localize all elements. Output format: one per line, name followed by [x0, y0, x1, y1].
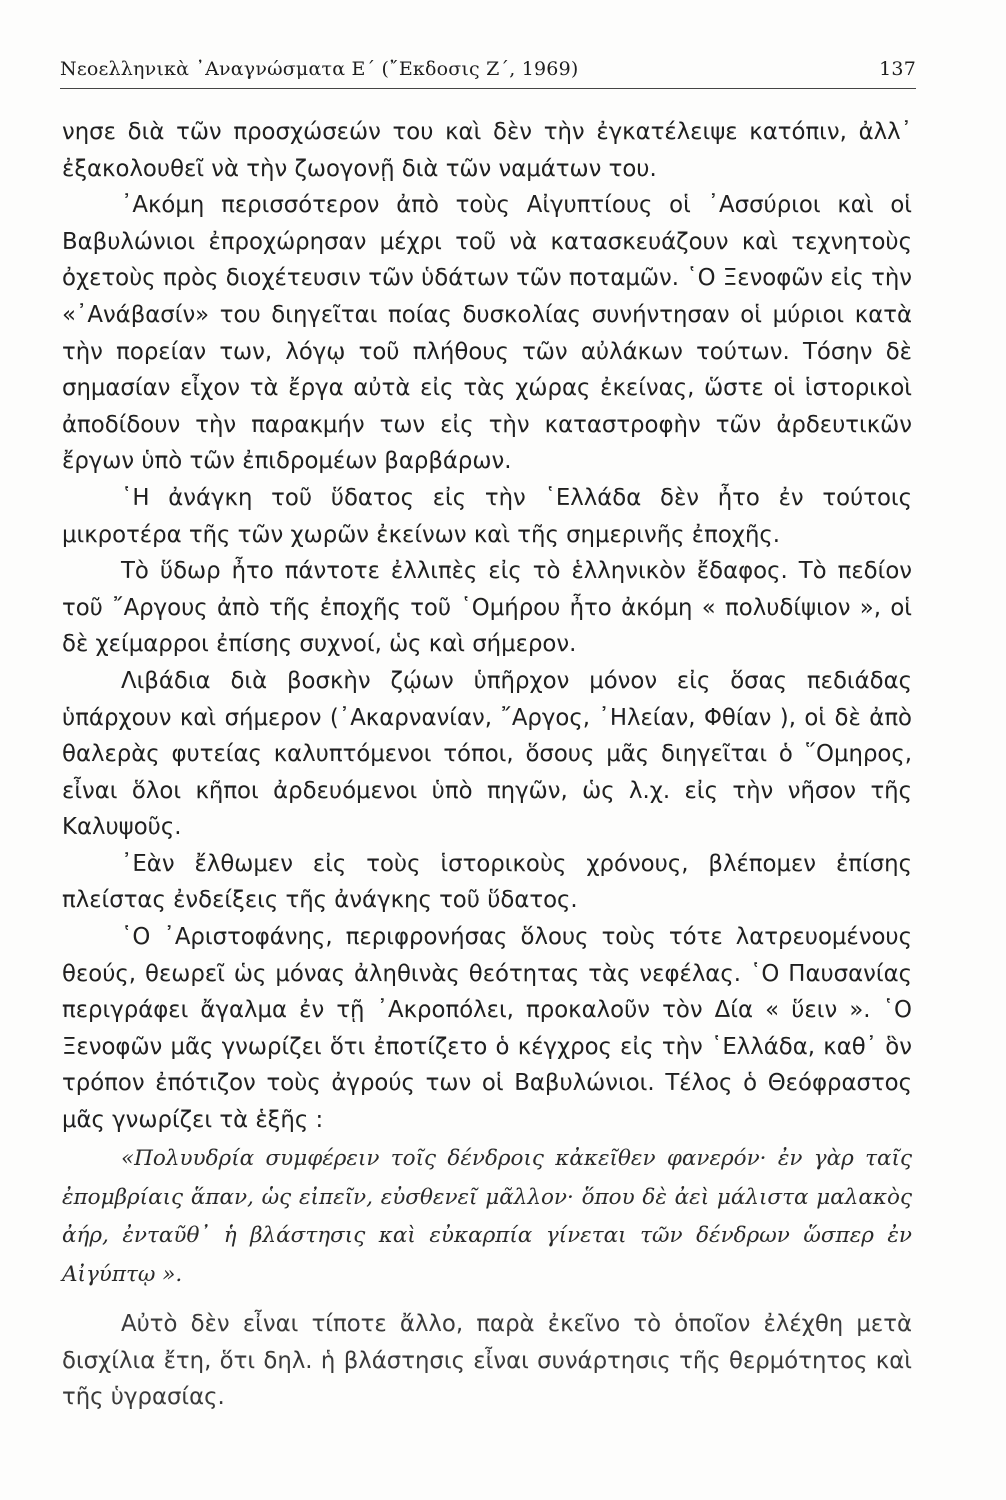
page-number: 137 — [879, 58, 916, 80]
paragraph: ᾿Ακόμη περισσότερον ἀπὸ τοὺς Αἰγυπτίους οἱ ᾿Ασσύριοι καὶ οἱ Βαβυλώνιοι ἐπροχώρησαν μέχρι τοῦ νὰ κατασκευάζουν καὶ τεχνητοὺς ὀχετοὺς πρὸς διοχέτευσιν τῶν ὑδάτων τῶν ποταμῶν. ῾Ο Ξενοφῶν εἰς τὴν «᾿Ανάβασίν» του διηγεῖται ποίας δυσκολίας συνήντησαν οἱ μύριοι κατὰ τὴν πορείαν των, λόγῳ τοῦ πλήθους τῶν αὐλάκων τούτων. Τόσην δὲ σημασίαν εἶχον τὰ ἔργα αὐτὰ εἰς τὰς χώρας ἐκείνας, ὥστε οἱ ἱστορικοὶ ἀποδίδουν τὴν παρακμήν των εἰς τὴν καταστροφὴν τῶν ἀρδευτικῶν ἔργων ὑπὸ τῶν ἐπιδρομέων βαρβάρων. — [62, 192, 912, 475]
closing-text: Αὐτὸ δὲν εἶναι τίποτε ἄλλο, παρὰ ἐκεῖνο τὸ ὁποῖον ἐλέχθη μετὰ δισχίλια ἔτη, ὅτι δηλ. ἡ βλάστησις εἶναι συνάρτησις τῆς θερμότητος καὶ τῆς ὑγρασίας. — [62, 1311, 912, 1411]
main-text — [62, 114, 912, 1139]
paragraph: Τὸ ὕδωρ ἦτο πάντοτε ἐλλιπὲς εἰς τὸ ἑλληνικὸν ἔδαφος. Τὸ πεδίον τοῦ ῎Αργους ἀπὸ τῆς ἐποχῆς τοῦ ῾Ομήρου ἦτο ἀκόμη « πολυδίψιον », οἱ δὲ χείμαρροι ἐπίσης συχνοί, ὡς καὶ σήμερον. — [62, 558, 912, 658]
theophrastus-quote — [62, 1140, 912, 1294]
quote-text: «Πολυυδρία συμφέρειν τοῖς δένδροις κἀκεῖθεν φανερόν· ἐν γὰρ ταῖς ἐπομβρίαις ἅπαν, ὡς εἰπεῖν, εὐσθενεῖ μᾶλλον· ὅπου δὲ ἀεὶ μάλιστα μαλακὸς ἀήρ, ἐνταῦθ᾿ ἡ βλάστησις καὶ εὐκαρπία γίνεται τῶν δένδρων ὥσπερ ἐν Αἰγύπτῳ ». — [62, 1146, 912, 1287]
paragraph: ῾Η ἀνάγκη τοῦ ὕδατος εἰς τὴν ῾Ελλάδα δὲν ἦτο ἐν τούτοις μικροτέρα τῆς τῶν χωρῶν ἐκείνων καὶ τῆς σημερινῆς ἐποχῆς. — [62, 484, 912, 548]
running-header — [60, 44, 916, 89]
closing-paragraph — [62, 1306, 912, 1416]
paragraph: ῾Ο ᾿Αριστοφάνης, περιφρονήσας ὅλους τοὺς τότε λατρευομένους θεούς, θεωρεῖ ὡς μόνας ἀληθινὰς θεότητας τὰς νεφέλας. ῾Ο Παυσανίας περιγράφει ἄγαλμα ἐν τῇ ᾿Ακροπόλει, προκαλοῦν τὸν Δία « ὕειν ». ῾Ο Ξενοφῶν μᾶς γνωρίζει ὅτι ἐποτίζετο ὁ κέγχρος εἰς τὴν ῾Ελλάδα, καθ᾿ ὃν τρόπον ἐπότιζον τοὺς ἀγρούς των οἱ Βαβυλώνιοι. Τέλος ὁ Θεόφραστος μᾶς γνωρίζει τὰ ἑξῆς : — [62, 924, 912, 1134]
paragraph-continued: νησε διὰ τῶν προσχώσεών του καὶ δὲν τὴν ἐγκατέλειψε κατόπιν, ἀλλ᾿ ἐξακολουθεῖ νὰ τὴν ζωογονῇ διὰ τῶν ναμάτων του. — [62, 119, 912, 182]
paragraph: Λιβάδια διὰ βοσκὴν ζῴων ὑπῆρχον μόνον εἰς ὅσας πεδιάδας ὑπάρχουν καὶ σήμερον (᾿Ακαρνανίαν, ῎Αργος, ᾿Ηλείαν, Φθίαν ), οἱ δὲ ἀπὸ θαλερὰς φυτείας καλυπτόμενοι τόποι, ὅσους μᾶς διηγεῖται ὁ ῞Ομηρος, εἶναι ὅλοι κῆποι ἀρδευόμενοι ὑπὸ πηγῶν, ὡς λ.χ. εἰς τὴν νῆσον τῆς Καλυψοῦς. — [62, 667, 912, 841]
running-title: Νεοελληνικὰ ᾿Αναγνώσματα Ε΄ (῎Εκδοσις Ζ΄, 1969) — [60, 58, 579, 80]
paragraph: ᾿Εὰν ἔλθωμεν εἰς τοὺς ἱστορικοὺς χρόνους, βλέπομεν ἐπίσης πλείστας ἐνδείξεις τῆς ἀνάγκης τοῦ ὕδατος. — [62, 850, 912, 914]
